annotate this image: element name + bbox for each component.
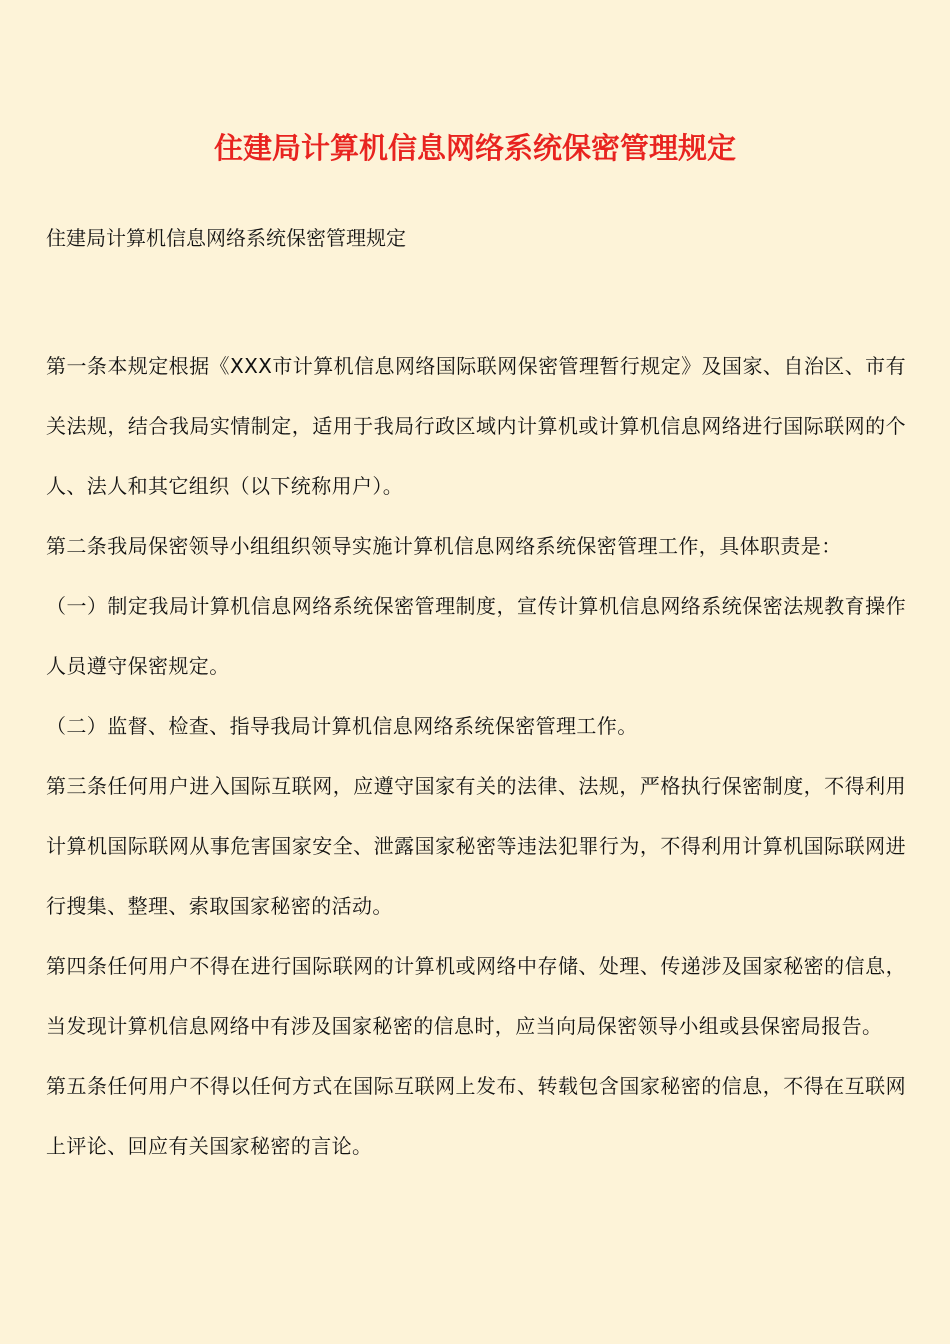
document-title: 住建局计算机信息网络系统保密管理规定 xyxy=(213,131,736,165)
document-body xyxy=(46,336,906,1176)
paragraph-article-2-item-2: （二）监督、检查、指导我局计算机信息网络系统保密管理工作。 xyxy=(46,714,638,738)
paragraph-article-5: 第五条任何用户不得以任何方式在国际互联网上发布、转载包含国家秘密的信息，不得在互联网上评论、回应有关国家秘密的言论。 xyxy=(46,1074,906,1158)
paragraph-article-3: 第三条任何用户进入国际互联网，应遵守国家有关的法律、法规，严格执行保密制度，不得利用计算机国际联网从事危害国家安全、泄露国家秘密等违法犯罪行为，不得利用计算机国际联网进行搜集、整理、索取国家秘密的活动。 xyxy=(46,774,906,918)
paragraph-article-2-item-1: （一）制定我局计算机信息网络系统保密管理制度，宣传计算机信息网络系统保密法规教育操作人员遵守保密规定。 xyxy=(46,594,906,678)
paragraph-article-1: 第一条本规定根据《XXX市计算机信息网络国际联网保密管理暂行规定》及国家、自治区、市有关法规，结合我局实情制定，适用于我局行政区域内计算机或计算机信息网络进行国际联网的个人、法人和其它组织（以下统称用户）。 xyxy=(46,354,906,498)
paragraph-article-2: 第二条我局保密领导小组组织领导实施计算机信息网络系统保密管理工作，具体职责是： xyxy=(46,534,842,558)
paragraph-article-4: 第四条任何用户不得在进行国际联网的计算机或网络中存储、处理、传递涉及国家秘密的信息，当发现计算机信息网络中有涉及国家秘密的信息时，应当向局保密领导小组或县保密局报告。 xyxy=(46,954,906,1038)
document-subtitle: 住建局计算机信息网络系统保密管理规定 xyxy=(46,226,406,250)
